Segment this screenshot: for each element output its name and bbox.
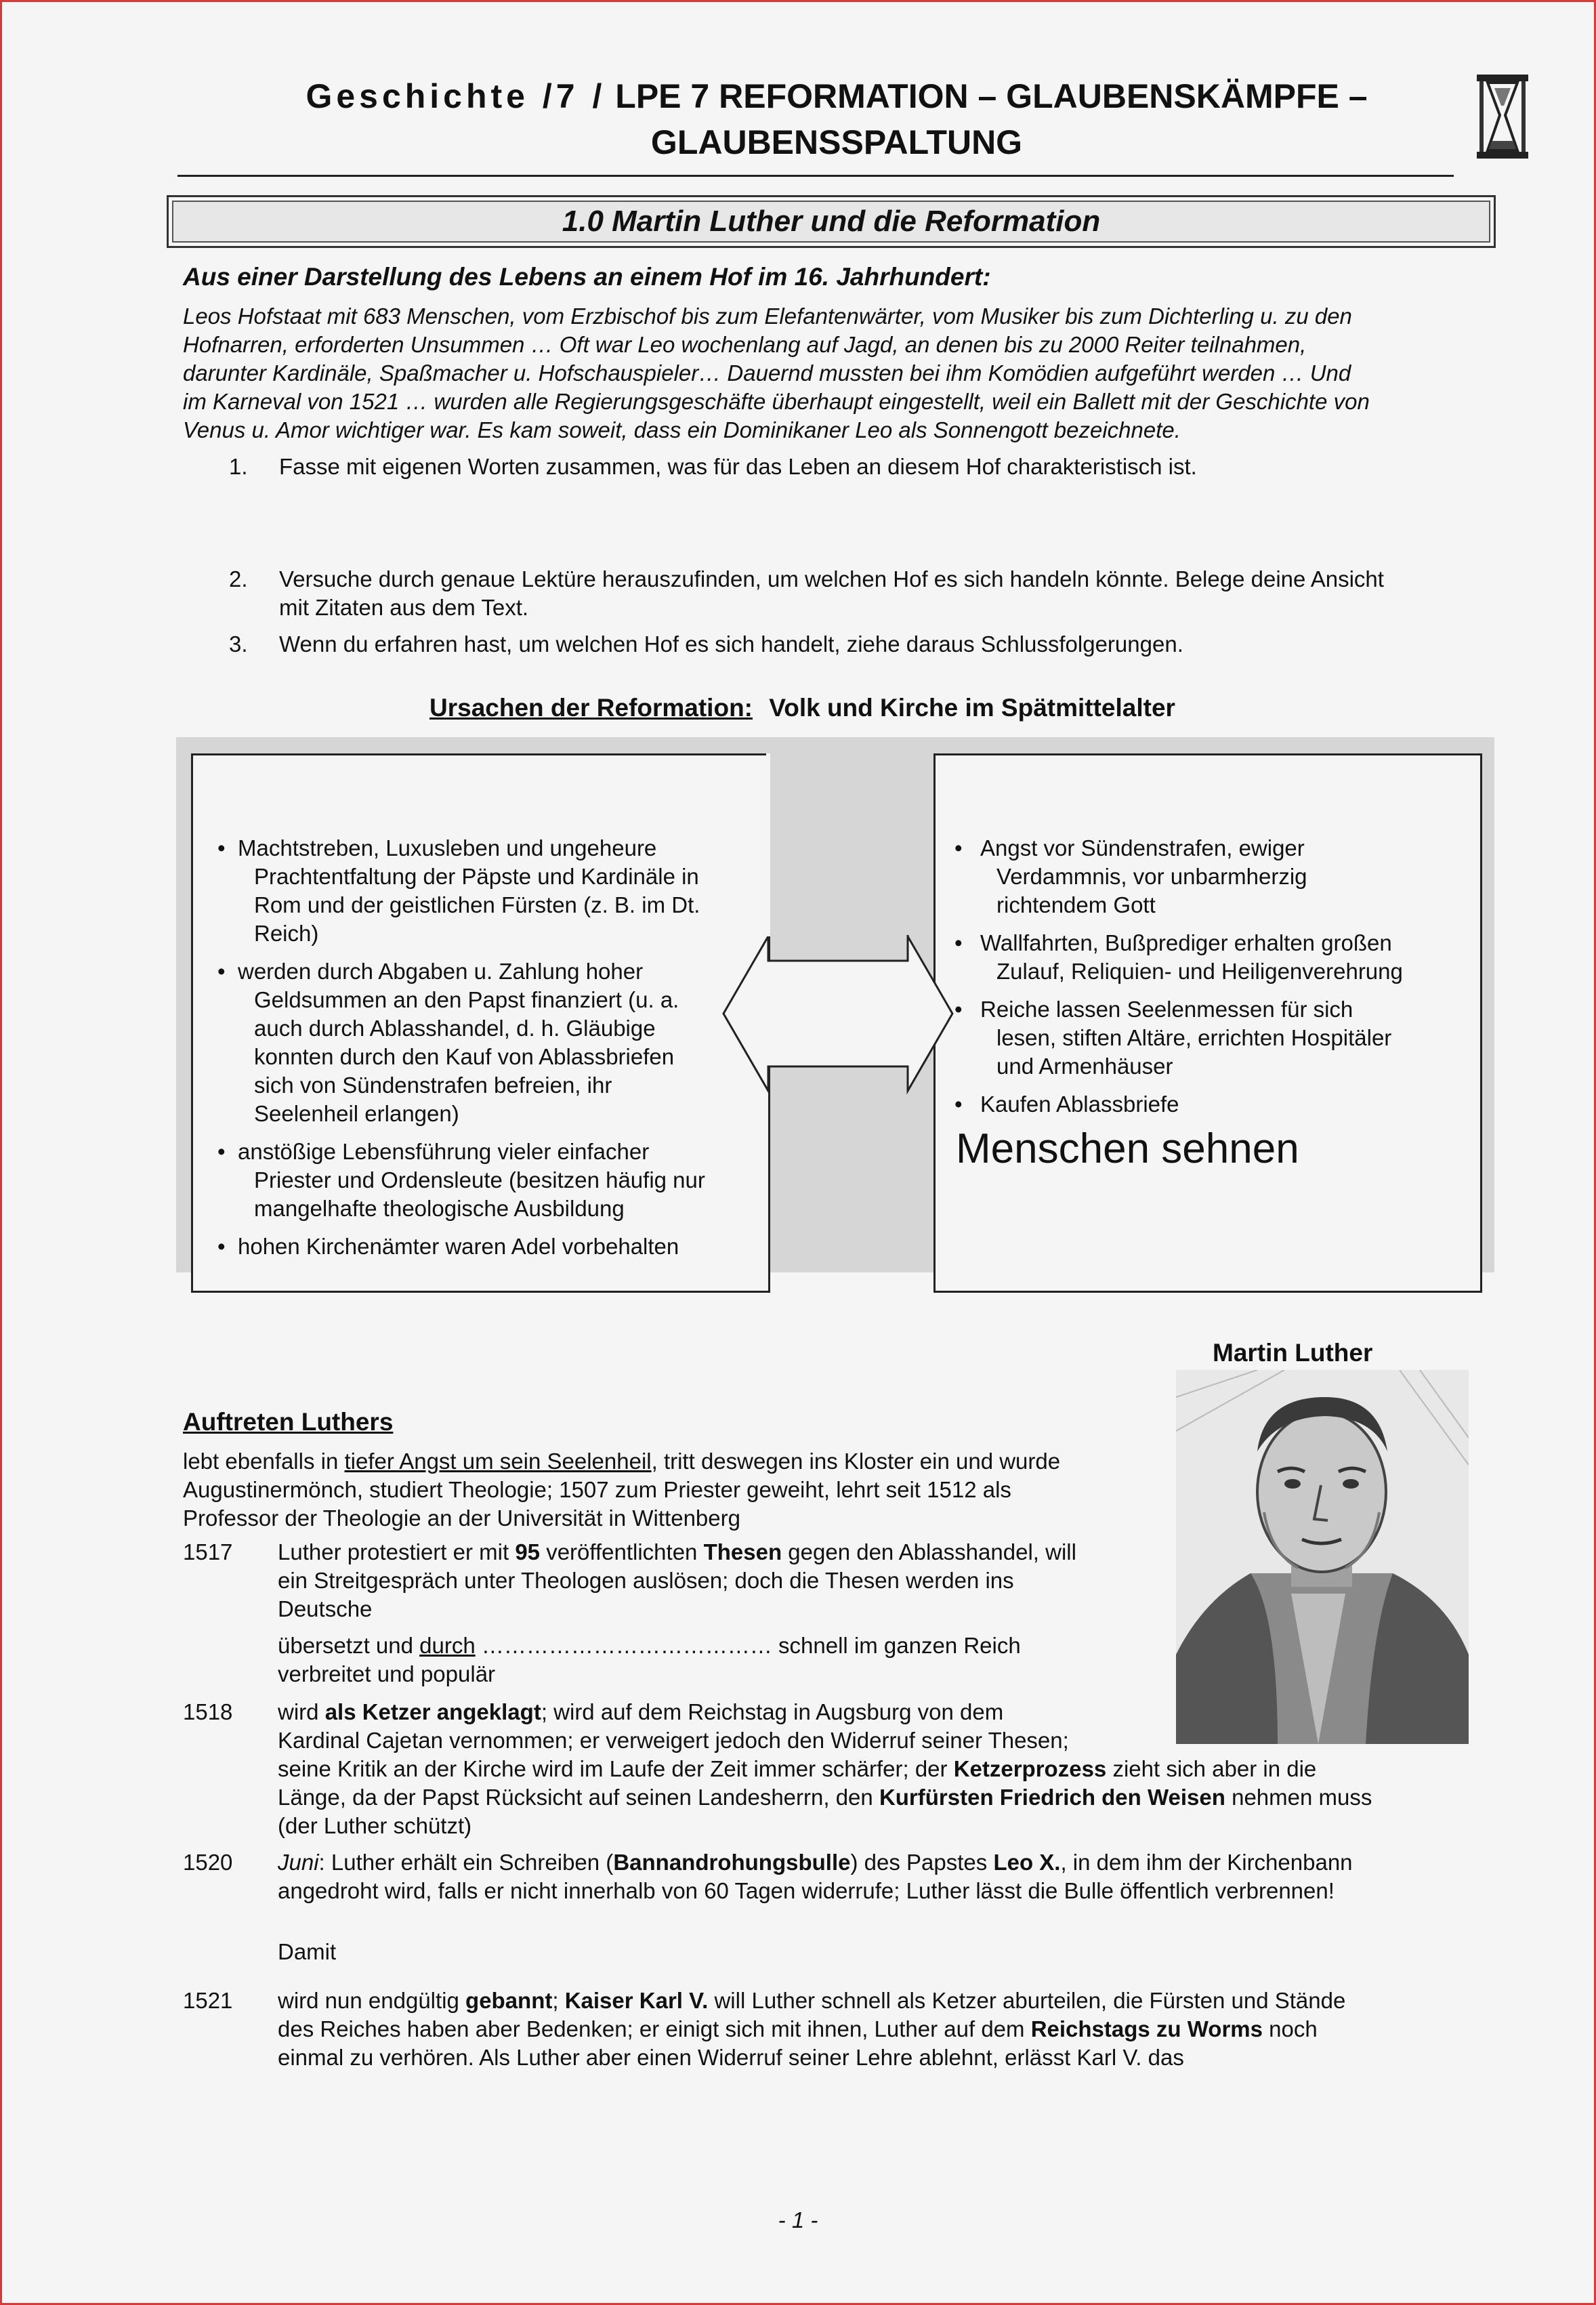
question-text bbox=[279, 630, 1532, 659]
question-line: Versuche durch genaue Lektüre herauszufinden, um welchen Hof es sich handeln könnte. Belege deine Ansicht bbox=[279, 566, 1384, 591]
question-line: Fasse mit eigenen Worten zusammen, was für das Leben an diesem Hof charakteristisch ist. bbox=[279, 454, 1197, 479]
causes-heading-rest: Volk und Kirche im Spätmittelalter bbox=[769, 694, 1175, 722]
causes-heading-underlined: Ursachen der Reformation: bbox=[429, 694, 753, 722]
source-line: darunter Kardinäle, Spaßmacher u. Hofschauspieler… Dauernd mussten bei ihm Komödien aufgeführt werden … Und bbox=[183, 360, 1351, 386]
section-title: 1.0 Martin Luther und die Reformation bbox=[562, 205, 1101, 238]
event-1518: wird als Ketzer angeklagt; wird auf dem Reichstag in Augsburg von dem Kardinal Cajetan vernommen; er verweigert jedoch den Widerruf seiner Thesen; seine Kritik an der Kirche wird im Laufe der Zeit immer schärfer; der Ketzerprozess zieht sich aber in die Länge, da der Papst Rücksicht auf seinen Landesherrn, den Kurfürsten Friedrich den Weisen nehmen muss (der Luther schützt) bbox=[278, 1699, 1372, 1838]
question-text bbox=[279, 565, 1532, 622]
question-number: 1. bbox=[229, 454, 248, 479]
church-list bbox=[193, 834, 768, 1261]
luther-portrait-image bbox=[1176, 1370, 1469, 1744]
people-large-text: Menschen sehnen bbox=[956, 1125, 1299, 1172]
list-item: • anstößige Lebensführung vieler einfacher Priester und Ordensleute (besitzen häufig nur mangelhafte theologische Ausbildung bbox=[217, 1139, 705, 1221]
list-item: • Machtstreben, Luxusleben und ungeheure Prachtentfaltung der Päpste und Kardinäle in Rom und der geistlichen Fürsten (z. B. im Dt. Reich) bbox=[217, 835, 700, 946]
people-list bbox=[936, 834, 1480, 1119]
list-item: • werden durch Abgaben u. Zahlung hoher Geldsummen an den Papst finanziert (u. a. auch durch Ablasshandel, d. h. Gläubige konnten durch den Kauf von Ablassbriefen sich von Sündenstrafen befreien, ihr Seelenheil erlangen) bbox=[217, 959, 679, 1126]
header-title-line2: GLAUBENSSPALTUNG bbox=[650, 123, 1023, 161]
list-item: • Kaufen Ablassbriefe bbox=[954, 1092, 1179, 1117]
cause-box-people bbox=[933, 753, 1482, 1293]
question-line: mit Zitaten aus dem Text. bbox=[279, 595, 529, 620]
luther-intro-line: lebt ebenfalls in tiefer Angst um sein Seelenheil, tritt deswegen ins Kloster ein und wurde bbox=[183, 1449, 1061, 1474]
question-number: 3. bbox=[229, 631, 248, 657]
source-heading: Aus einer Darstellung des Lebens an einem Hof im 16. Jahrhundert: bbox=[183, 263, 991, 291]
event-1521: wird nun endgültig gebannt; Kaiser Karl V. will Luther schnell als Ketzer aburteilen, die Fürsten und Stände des Reiches haben aber Bedenken; er einigt sich mit ihnen, Luther auf dem Reichstags zu Worms noch einmal zu verhören. Als Luther aber einen Widerruf seiner Lehre ablehnt, erlässt Karl V. das bbox=[278, 1988, 1346, 2070]
source-line: im Karneval von 1521 … wurden alle Regierungsgeschäfte überhaupt eingestellt, weil ein Ballett mit der Geschichte von bbox=[183, 389, 1370, 414]
question-number: 2. bbox=[229, 566, 248, 591]
luther-intro-line: Professor der Theologie an der Universität in Wittenberg bbox=[183, 1505, 740, 1531]
luther-intro bbox=[183, 1447, 1165, 1533]
page-number: - 1 - bbox=[778, 2207, 818, 2233]
list-item: • hohen Kirchenämter waren Adel vorbehalten bbox=[217, 1234, 679, 1259]
cause-box-church bbox=[191, 753, 770, 1293]
list-item: • Wallfahrten, Bußprediger erhalten großen Zulauf, Reliquien- und Heiligenverehrung bbox=[954, 930, 1403, 984]
year-1520: 1520 bbox=[183, 1850, 233, 1875]
source-text bbox=[183, 302, 1511, 444]
source-line: Venus u. Amor wichtiger war. Es kam soweit, dass ein Dominikaner Leo als Sonnengott bezeichnete. bbox=[183, 417, 1181, 442]
header-subject: Geschichte /7 / bbox=[306, 77, 606, 115]
question-line: Wenn du erfahren hast, um welchen Hof es sich handelt, ziehe daraus Schlussfolgerungen. bbox=[279, 631, 1183, 657]
luther-heading: Auftreten Luthers bbox=[183, 1408, 394, 1436]
list-item: • Angst vor Sündenstrafen, ewiger Verdammnis, vor unbarmherzig richtendem Gott bbox=[954, 835, 1307, 917]
year-1517: 1517 bbox=[183, 1539, 233, 1564]
year-1521: 1521 bbox=[183, 1988, 233, 2013]
portrait-caption: Martin Luther bbox=[1213, 1339, 1373, 1367]
year-1518: 1518 bbox=[183, 1699, 233, 1724]
question-text bbox=[279, 453, 1532, 481]
causes-heading bbox=[429, 692, 1175, 724]
source-line: Leos Hofstaat mit 683 Menschen, vom Erzbischof bis zum Elefantenwärter, vom Musiker bis zum Dichterling u. zu den bbox=[183, 304, 1352, 329]
header-title-text: LPE 7 REFORMATION – GLAUBENSKÄMPFE – bbox=[615, 77, 1368, 115]
list-item: • Reiche lassen Seelenmessen für sich lesen, stiften Altäre, errichten Hospitäler und Armenhäuser bbox=[954, 997, 1392, 1079]
double-arrow-icon bbox=[718, 753, 962, 1133]
event-1520: Juni: Luther erhält ein Schreiben (Bannandrohungsbulle) des Papstes Leo X., in dem ihm der Kirchenbann angedroht wird, falls er nicht innerhalb von 60 Tagen widerrufe; Luther lässt die Bulle öffentlich verbrennen! Damit bbox=[278, 1850, 1353, 1964]
hourglass-icon bbox=[1475, 73, 1530, 160]
header-divider bbox=[177, 175, 1454, 177]
header-title-line1 bbox=[176, 76, 1497, 117]
luther-intro-line: Augustinermönch, studiert Theologie; 1507 zum Priester geweiht, lehrt seit 1512 als bbox=[183, 1477, 1011, 1502]
event-1517: Luther protestiert er mit 95 veröffentlichten Thesen gegen den Ablasshandel, will ein Streitgespräch unter Theologen auslösen; doch die Thesen werden ins Deutsche übersetzt und durch ………………………………… schnell im ganzen Reich verbreitet und populär bbox=[278, 1539, 1076, 1686]
source-line: Hofnarren, erforderten Unsummen … Oft war Leo wochenlang auf Jagd, an denen bis zu 2000 Reiter teilnahmen, bbox=[183, 332, 1307, 357]
